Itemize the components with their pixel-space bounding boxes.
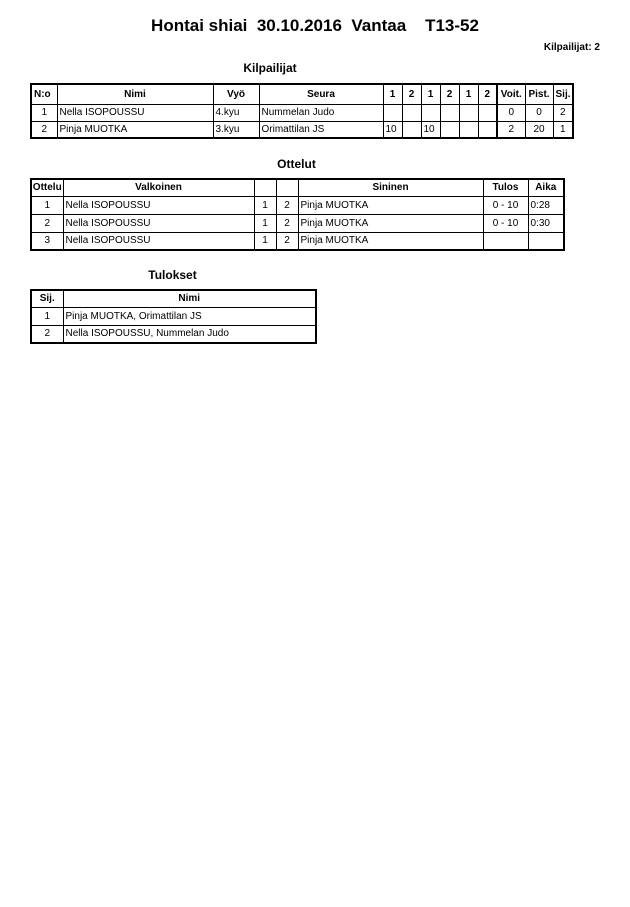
cell-corner-2: 2 bbox=[276, 232, 298, 250]
cell-tulos: 0 - 10 bbox=[483, 196, 528, 214]
col-no: N:o bbox=[31, 84, 57, 104]
col-score-5: 1 bbox=[459, 84, 478, 104]
cell-score bbox=[459, 104, 478, 121]
cell-no: 1 bbox=[31, 104, 57, 121]
tulokset-header-row bbox=[31, 290, 316, 307]
cell-nimi: Nella ISOPOUSSU bbox=[57, 104, 213, 121]
table-row bbox=[31, 104, 573, 121]
col-aika: Aika bbox=[528, 179, 564, 196]
col-sininen: Sininen bbox=[298, 179, 483, 196]
cell-sij: 2 bbox=[31, 325, 63, 343]
kilpailijat-table bbox=[30, 83, 574, 139]
cell-corner-1: 1 bbox=[254, 196, 276, 214]
cell-sij: 1 bbox=[553, 121, 573, 138]
table-row bbox=[31, 307, 316, 325]
cell-aika bbox=[528, 232, 564, 250]
ottelut-heading: Ottelut bbox=[277, 157, 316, 171]
cell-corner-2: 2 bbox=[276, 196, 298, 214]
cell-corner-2: 2 bbox=[276, 214, 298, 232]
cell-seura: Nummelan Judo bbox=[259, 104, 383, 121]
col-pist: Pist. bbox=[525, 84, 553, 104]
col-tulos: Tulos bbox=[483, 179, 528, 196]
ottelut-header-row bbox=[31, 179, 564, 196]
tulokset-table bbox=[30, 289, 317, 344]
cell-valkoinen: Nella ISOPOUSSU bbox=[63, 232, 254, 250]
table-row bbox=[31, 214, 564, 232]
table-row bbox=[31, 325, 316, 343]
table-row bbox=[31, 232, 564, 250]
col-score-2: 2 bbox=[402, 84, 421, 104]
col-score-3: 1 bbox=[421, 84, 440, 104]
cell-no: 2 bbox=[31, 121, 57, 138]
cell-score: 10 bbox=[383, 121, 402, 138]
cell-ottelu: 3 bbox=[31, 232, 63, 250]
cell-seura: Orimattilan JS bbox=[259, 121, 383, 138]
cell-sij: 1 bbox=[31, 307, 63, 325]
table-row bbox=[31, 196, 564, 214]
cell-nimi: Pinja MUOTKA bbox=[57, 121, 213, 138]
col-sij: Sij. bbox=[31, 290, 63, 307]
cell-aika: 0:28 bbox=[528, 196, 564, 214]
ottelut-table bbox=[30, 178, 565, 251]
cell-score bbox=[459, 121, 478, 138]
col-score-1: 1 bbox=[383, 84, 402, 104]
results-page bbox=[0, 16, 630, 344]
col-corner-blue bbox=[276, 179, 298, 196]
col-score-4: 2 bbox=[440, 84, 459, 104]
col-seura: Seura bbox=[259, 84, 383, 104]
cell-voit: 0 bbox=[497, 104, 525, 121]
cell-ottelu: 2 bbox=[31, 214, 63, 232]
col-corner-white bbox=[254, 179, 276, 196]
cell-corner-1: 1 bbox=[254, 232, 276, 250]
col-nimi: Nimi bbox=[63, 290, 316, 307]
cell-sininen: Pinja MUOTKA bbox=[298, 232, 483, 250]
kilpailijat-heading: Kilpailijat bbox=[243, 61, 297, 75]
tulokset-heading: Tulokset bbox=[148, 268, 197, 282]
cell-voit: 2 bbox=[497, 121, 525, 138]
cell-aika: 0:30 bbox=[528, 214, 564, 232]
cell-score bbox=[383, 104, 402, 121]
col-ottelu: Ottelu bbox=[31, 179, 63, 196]
cell-pist: 20 bbox=[525, 121, 553, 138]
page-title: Hontai shiai 30.10.2016 Vantaa T13-52 bbox=[151, 16, 479, 35]
col-vyo: Vyö bbox=[213, 84, 259, 104]
col-nimi: Nimi bbox=[57, 84, 213, 104]
cell-sininen: Pinja MUOTKA bbox=[298, 196, 483, 214]
cell-ottelu: 1 bbox=[31, 196, 63, 214]
cell-vyo: 4.kyu bbox=[213, 104, 259, 121]
col-sij: Sij. bbox=[553, 84, 573, 104]
cell-valkoinen: Nella ISOPOUSSU bbox=[63, 196, 254, 214]
cell-score bbox=[478, 104, 497, 121]
kilpailijat-header-row bbox=[31, 84, 573, 104]
cell-sij: 2 bbox=[553, 104, 573, 121]
cell-pist: 0 bbox=[525, 104, 553, 121]
participants-count: Kilpailijat: 2 bbox=[543, 42, 600, 53]
col-valkoinen: Valkoinen bbox=[63, 179, 254, 196]
col-score-6: 2 bbox=[478, 84, 497, 104]
cell-tulos: 0 - 10 bbox=[483, 214, 528, 232]
cell-tulos bbox=[483, 232, 528, 250]
cell-nimi: Nella ISOPOUSSU, Nummelan Judo bbox=[63, 325, 316, 343]
table-row bbox=[31, 121, 573, 138]
cell-score bbox=[402, 104, 421, 121]
cell-score bbox=[421, 104, 440, 121]
cell-vyo: 3.kyu bbox=[213, 121, 259, 138]
cell-score bbox=[478, 121, 497, 138]
cell-score bbox=[402, 121, 421, 138]
cell-corner-1: 1 bbox=[254, 214, 276, 232]
cell-score bbox=[440, 121, 459, 138]
cell-score: 10 bbox=[421, 121, 440, 138]
col-voit: Voit. bbox=[497, 84, 525, 104]
cell-sininen: Pinja MUOTKA bbox=[298, 214, 483, 232]
cell-valkoinen: Nella ISOPOUSSU bbox=[63, 214, 254, 232]
cell-nimi: Pinja MUOTKA, Orimattilan JS bbox=[63, 307, 316, 325]
cell-score bbox=[440, 104, 459, 121]
